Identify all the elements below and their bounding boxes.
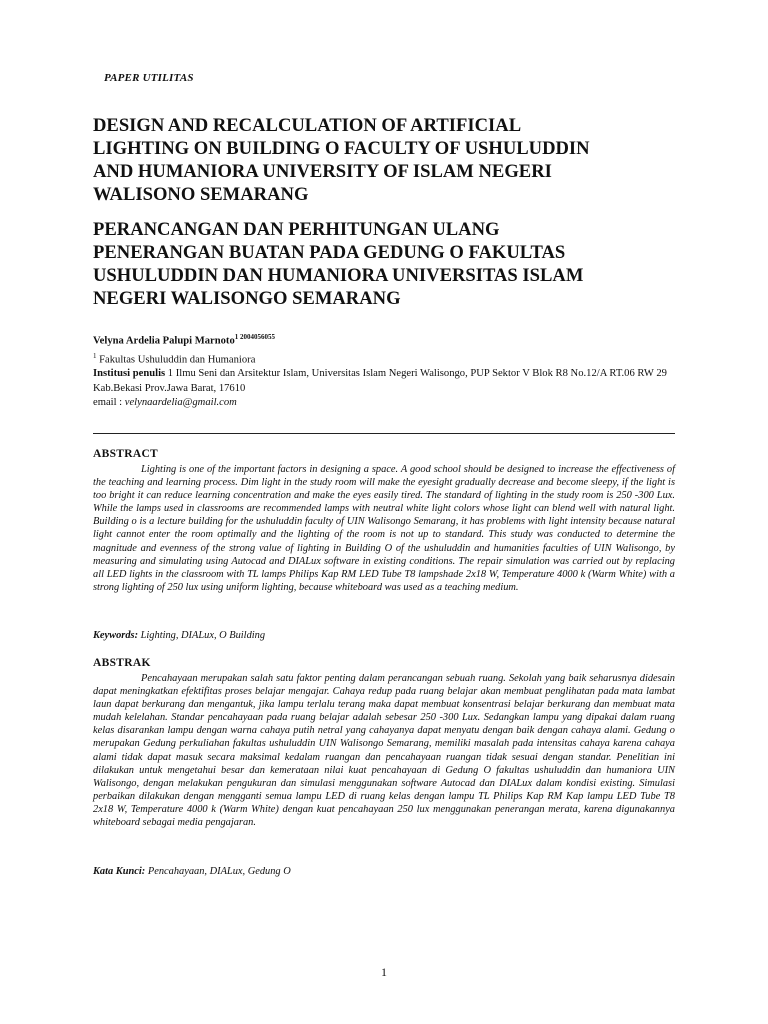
affiliation-text: Fakultas Ushuluddin dan Humaniora: [99, 354, 256, 366]
institution-text: 1 Ilmu Seni dan Arsitektur Islam, Universitas Islam Negeri Walisongo, PUP Sektor V Blok R8 No.12/A RT.06 RW 29 Kab.Bekasi Prov.Jawa Barat, 17610: [93, 368, 667, 394]
abstrak-heading: ABSTRAK: [93, 657, 151, 669]
kata-kunci-text: Pencahayaan, DIALux, Gedung O: [147, 866, 291, 877]
author-name: Velyna Ardelia Palupi Marnoto: [93, 335, 235, 347]
author-superscript: 1 2004056055: [234, 333, 275, 341]
kata-kunci-line: [93, 866, 675, 877]
email-address: velynaardelia@gmail.com: [124, 396, 237, 408]
abstrak-body: [93, 672, 675, 829]
keywords-line: [93, 630, 675, 641]
title-indonesian: PERANCANGAN DAN PERHITUNGAN ULANG PENERANGAN BUATAN PADA GEDUNG O FAKULTAS USHULUDDIN DAN HUMANIORA UNIVERSITAS ISLAM NEGERI WALISONGO SEMARANG: [93, 219, 584, 309]
institution-line: [93, 367, 678, 395]
affiliation-superscript: 1: [93, 351, 97, 360]
affiliation-line: [93, 349, 678, 368]
keywords-text: Lighting, DIALux, O Building: [140, 630, 266, 641]
keywords-label: Keywords:: [93, 630, 139, 641]
author-block: [93, 330, 678, 410]
page-number: 1: [381, 965, 387, 979]
author-line: [93, 330, 678, 349]
journal-section-label: PAPER UTILITAS: [104, 72, 194, 84]
section-divider: [93, 433, 675, 434]
abstrak-text: Pencahayaan merupakan salah satu faktor penting dalam perancangan sebuah ruang. Sekolah yang baik seharusnya didesain dapat meningkatkan efektifitas proses belajar mengajar. Cahaya redup pada ruang belajar akan membuat penglihatan pada mata lambat laun dapat berkurang dan mengantuk, jika lampu terlalu terang maka dapat membuat konsentrasi belajar berkurang dan membuat mata mudah kelelahan. Standar pencahayaan pada ruang belajar adalah sebesar 250 -300 Lux. Sedangkan lampu yang dipakai dalam ruang kelas disarankan lampu dengan warna cahaya putih netral yang cahayanya dapat menyatu dengan baik dengan cahaya alami. Gedung o merupakan Gedung perkuliahan fakultas ushuluddin UIN Walisongo Semarang, memiliki masalah pada intensitas cahaya karena cahaya alami tidak dapat masuk secara maksimal kedalam ruangan dan pencahayaan ruangan tidak sesuai dengan standar. Penelitian ini dilakukan untuk mengetahui besar dan kemerataan nilai kuat pencahayaan di Gedung O fakultas ushuluddin dan humaniora UIN Walisongo, dengan melakukan pengukuran dan simulasi menggunakan software Autocad dan DIALux dalam kondisi existing. Simulasi perbaikan dilakukan dengan mengganti semua lampu LED di ruang kelas dengan lampu TL Philips Kap RM Kap lampu LED Tube T8 2x18 W, Temperature 4000 k (Warm White) dengan kuat pencahayaan 250 lux menggunakan penerangan merata, karena digunakannya whiteboard sebagai media pengajaran.: [93, 673, 675, 829]
title-english: DESIGN AND RECALCULATION OF ARTIFICIAL LIGHTING ON BUILDING O FACULTY OF USHULUDDIN AND HUMANIORA UNIVERSITY OF ISLAM NEGERI WALISONO SEMARANG: [93, 115, 590, 205]
abstract-body: [93, 463, 675, 594]
kata-kunci-label: Kata Kunci:: [93, 866, 146, 877]
email-line: [93, 396, 678, 410]
institution-label: Institusi penulis: [93, 368, 166, 380]
email-label: email :: [93, 396, 123, 408]
abstract-text: Lighting is one of the important factors in designing a space. A good school should be designed to increase the effectiveness of the teaching and learning process. Dim light in the study room will make the eyesight gradually decrease and become sleepy, if the light is too bright it can reduce learning concentration and make the eyes easily tired. The standard of lighting in the study room is 250 -300 Lux. While the lamps used in classrooms are recommended lamps with neutral white light colors whose light can blend well with natural light. Building o is a lecture building for the ushuluddin faculty of UIN Walisongo Semarang, it has problems with light intensity because natural light cannot enter the room optimally and the lighting of the room is not up to standard. This study was conducted to determine the magnitude and evenness of the strong value of lighting in Building O of the ushuluddin and humanities faculties of UIN Walisongo, by measuring and simulating using Autocad and DIALux software in existing conditions. The repair simulation was carried out by replacing all LED lights in the classroom with TL lamps Philips Kap RM LED Tube T8 lampshade 2x18 W, Temperature 4000 k (Warm White) with a strong lighting of 250 lux using uniform lighting, because whiteboard was used as a teaching medium.: [93, 464, 675, 593]
abstract-heading: ABSTRACT: [93, 448, 159, 460]
